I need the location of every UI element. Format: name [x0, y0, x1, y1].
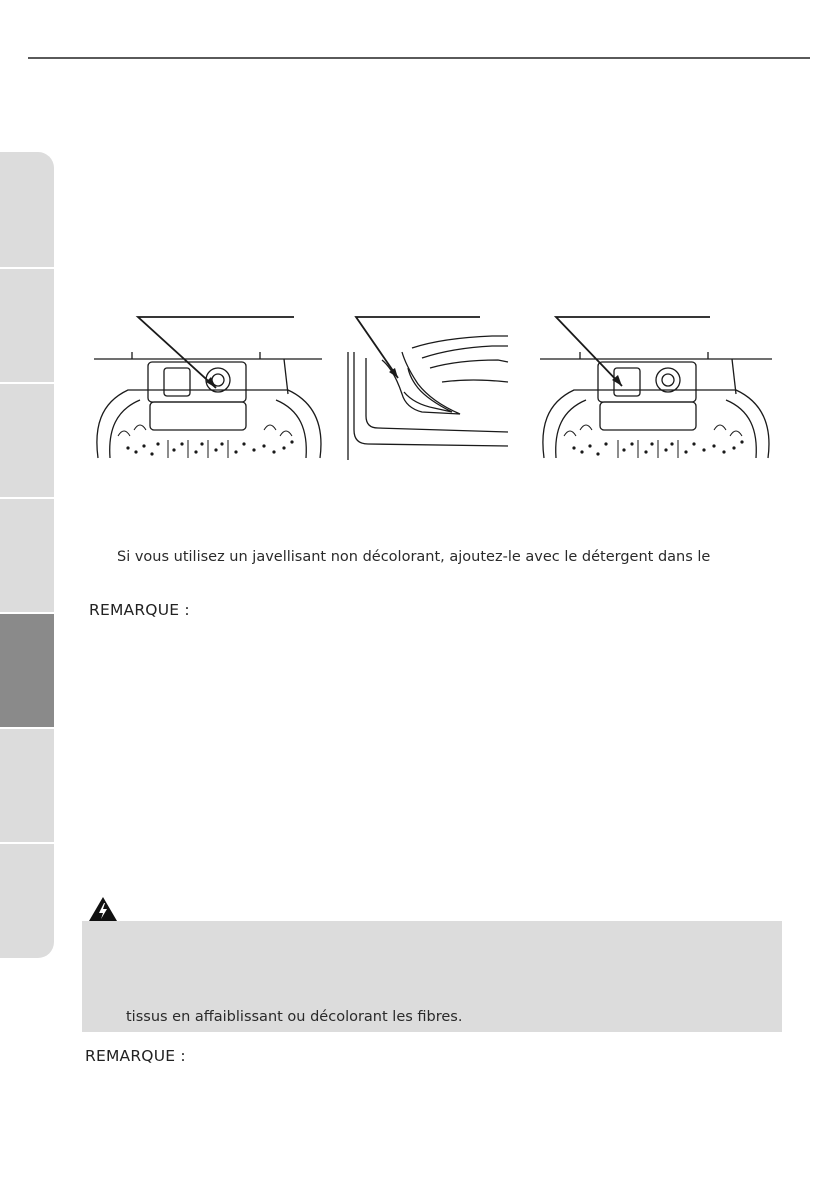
- nonchlorine-bleach-paragraph: Si vous utilisez un javellisant non décolorant, ajoutez-le avec le détergent dans le: [117, 549, 711, 565]
- side-tab-1[interactable]: [0, 152, 54, 267]
- side-tab-2[interactable]: [0, 269, 54, 382]
- side-tab-4[interactable]: [0, 499, 54, 612]
- side-section-tabs: [0, 152, 54, 958]
- top-rule: [28, 57, 810, 59]
- remark-heading-1: REMARQUE :: [89, 601, 190, 619]
- fabric-softener-dispenser-illustration: [342, 308, 512, 464]
- detergent-dispenser-left-illustration: [88, 308, 328, 464]
- side-tab-5-active[interactable]: [0, 614, 54, 727]
- warning-text-tail: tissus en affaiblissant ou décolorant les fibres.: [126, 1009, 463, 1025]
- side-tab-6[interactable]: [0, 729, 54, 842]
- warning-triangle-lightning-icon: [88, 896, 118, 922]
- side-tab-3[interactable]: [0, 384, 54, 497]
- warning-box: [82, 921, 782, 1032]
- bleach-dispenser-right-illustration: [534, 308, 778, 464]
- remark-heading-2: REMARQUE :: [85, 1047, 186, 1065]
- side-tab-7[interactable]: [0, 844, 54, 958]
